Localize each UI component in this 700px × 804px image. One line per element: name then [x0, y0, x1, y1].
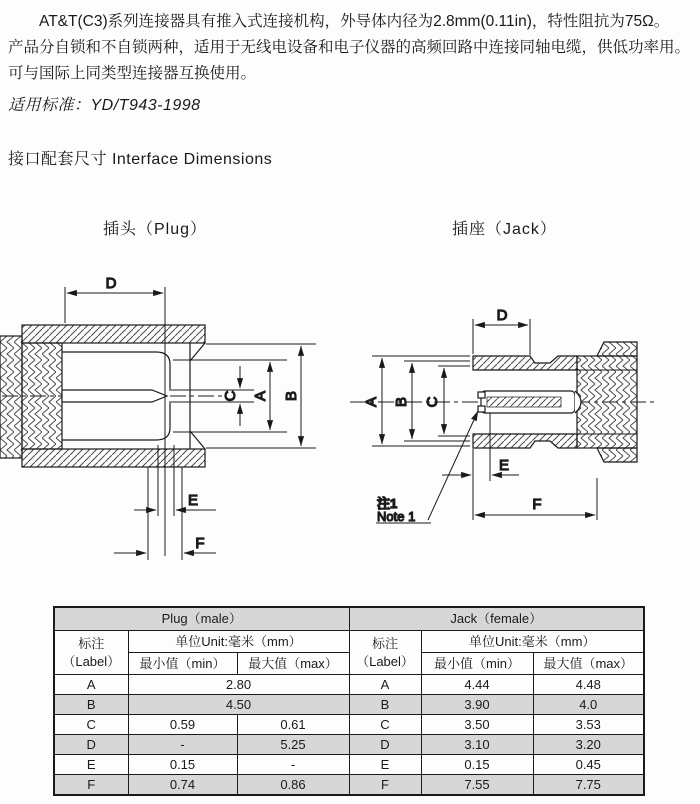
jack-drawing: [350, 307, 656, 524]
row-e-plug-max: -: [237, 755, 349, 775]
jack-table-title: Jack（female）: [349, 607, 644, 631]
plug-dim-b-label: B: [283, 390, 300, 402]
table-row-b: [54, 695, 644, 715]
jack-max-header: 最大值（max）: [533, 653, 644, 675]
row-c-plug-max: 0.61: [237, 715, 349, 735]
plug-unit-header: 单位Unit:毫米（mm）: [128, 631, 349, 653]
row-a-plug-value: 2.80: [128, 675, 349, 695]
plug-min-header: 最小值（min）: [128, 653, 237, 675]
jack-note-zh: 注1: [377, 496, 398, 511]
row-b-jack-label: B: [349, 695, 421, 715]
plug-dim-a-label: A: [252, 390, 269, 402]
interface-dimensions-drawings: [0, 245, 700, 600]
section-heading: 接口配套尺寸 Interface Dimensions: [8, 151, 273, 168]
row-c-jack-min: 3.50: [421, 715, 533, 735]
row-c-jack-max: 3.53: [533, 715, 644, 735]
intro-line-2: 产品分自锁和不自锁两种，适用于无线电设备和电子仪器的高频回路中连接同轴电缆，供低功率用。: [8, 39, 691, 56]
row-e-plug-label: E: [54, 755, 128, 775]
row-f-jack-label: F: [349, 775, 421, 796]
row-c-plug-min: 0.59: [128, 715, 237, 735]
intro-line-1: AT&T(C3)系列连接器具有推入式连接机构，外导体内径为2.8mm(0.11in)，特性阻抗为75Ω。: [39, 13, 670, 30]
row-f-jack-max: 7.75: [533, 775, 644, 796]
intro-line-3: 可与国际上同类型连接器互换使用。: [8, 65, 257, 82]
row-d-jack-max: 3.20: [533, 735, 644, 755]
dimensions-table: [53, 606, 645, 796]
row-d-plug-max: 5.25: [237, 735, 349, 755]
jack-min-header: 最小值（min）: [421, 653, 533, 675]
jack-label-header-en: （Label）: [356, 653, 414, 669]
jack-dim-c: [438, 366, 470, 436]
plug-max-header: 最大值（max）: [237, 653, 349, 675]
row-c-jack-label: C: [349, 715, 421, 735]
row-e-jack-min: 0.15: [421, 755, 533, 775]
plug-drawing: [0, 275, 316, 560]
jack-dim-e-label: E: [498, 457, 510, 474]
table-title-row: [54, 607, 644, 631]
row-b-plug-value: 4.50: [128, 695, 349, 715]
plug-center-pin: [62, 390, 167, 402]
jack-dim-f-label: F: [532, 496, 542, 513]
row-e-jack-label: E: [349, 755, 421, 775]
jack-dim-c-label: C: [424, 396, 441, 408]
jack-contact-finger-bottom: [478, 406, 485, 412]
plug-table-title: Plug（male）: [54, 607, 349, 631]
jack-dim-d-label: D: [496, 307, 508, 324]
table-row-a: [54, 675, 644, 695]
jack-dim-a: [372, 356, 470, 446]
row-f-plug-min: 0.74: [128, 775, 237, 796]
jack-flange-top: [597, 342, 637, 356]
table-unit-row: [54, 631, 644, 653]
jack-flange-bottom: [597, 448, 637, 462]
plug-back-body: [22, 343, 62, 449]
row-b-jack-max: 4.0: [533, 695, 644, 715]
row-b-plug-label: B: [54, 695, 128, 715]
jack-wall-bottom: [473, 434, 577, 448]
row-d-plug-min: -: [128, 735, 237, 755]
jack-contact-finger-top: [478, 392, 485, 398]
row-f-jack-min: 7.55: [421, 775, 533, 796]
plug-dim-c-label: C: [222, 390, 239, 402]
jack-wall-top: [473, 356, 577, 370]
row-f-plug-max: 0.86: [237, 775, 349, 796]
row-c-plug-label: C: [54, 715, 128, 735]
intro-paragraph: [8, 9, 698, 87]
table-row-d: [54, 735, 644, 755]
jack-dim-a-label: A: [363, 396, 380, 408]
row-f-plug-label: F: [54, 775, 128, 796]
jack-unit-header: 单位Unit:毫米（mm）: [421, 631, 644, 653]
table-row-e: [54, 755, 644, 775]
plug-caption: 插头（Plug）: [103, 221, 208, 238]
table-row-c: [54, 715, 644, 735]
plug-cable-body: [0, 336, 22, 458]
jack-label-header: [349, 631, 421, 675]
jack-caption: 插座（Jack）: [452, 221, 557, 238]
jack-contact-slot: [487, 397, 561, 407]
row-a-jack-min: 4.44: [421, 675, 533, 695]
plug-label-header-en: （Label）: [62, 653, 121, 669]
plug-dim-d-label: D: [105, 275, 117, 292]
applicable-standard: 适用标准：YD/T943-1998: [8, 97, 201, 114]
row-d-jack-label: D: [349, 735, 421, 755]
plug-dim-e-label: E: [187, 492, 199, 509]
jack-note-en: Note 1: [377, 509, 416, 524]
plug-shell-top: [22, 325, 205, 343]
jack-label-header-zh: 标注: [371, 635, 398, 651]
plug-dim-f-label: F: [195, 535, 205, 552]
row-d-jack-min: 3.10: [421, 735, 533, 755]
plug-label-header: [54, 631, 128, 675]
row-a-plug-label: A: [54, 675, 128, 695]
jack-dim-b-label: B: [393, 396, 410, 408]
row-a-jack-max: 4.48: [533, 675, 644, 695]
row-e-jack-max: 0.45: [533, 755, 644, 775]
table-row-f: [54, 775, 644, 796]
row-b-jack-min: 3.90: [421, 695, 533, 715]
plug-shell-bottom: [22, 449, 205, 467]
row-e-plug-min: 0.15: [128, 755, 237, 775]
row-d-plug-label: D: [54, 735, 128, 755]
jack-dim-d: [473, 319, 530, 355]
row-a-jack-label: A: [349, 675, 421, 695]
plug-label-header-zh: 标注: [78, 635, 105, 651]
